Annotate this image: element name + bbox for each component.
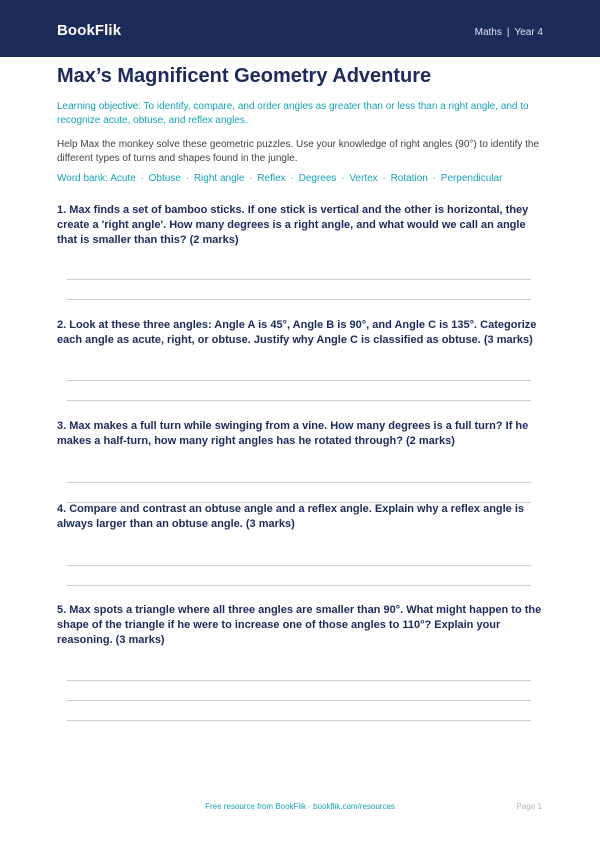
answer-line[interactable]: [67, 482, 531, 483]
word-bank-separator: ·: [341, 173, 345, 184]
word-bank-label: Word bank:: [57, 173, 108, 184]
answer-line[interactable]: [67, 585, 531, 586]
answer-line[interactable]: [67, 720, 531, 721]
answer-line[interactable]: [67, 700, 531, 701]
page-number: Page 1: [516, 802, 542, 811]
answer-line[interactable]: [67, 299, 531, 300]
word-bank-item: Right angle: [193, 173, 245, 184]
answer-line[interactable]: [67, 400, 531, 401]
intro-text: Help Max the monkey solve these geometric puzzles. Use your knowledge of right angles (90°) to identify the different types of turns and shapes found in the jungle.: [57, 139, 540, 164]
word-bank-item: Obtuse: [148, 173, 181, 184]
answer-line[interactable]: [67, 565, 531, 566]
word-bank-separator: ·: [290, 173, 294, 184]
footer-credit: Free resource from BookFlik · bookflik.com/resources: [205, 802, 395, 811]
question-1: 1. Max finds a set of bamboo sticks. If one stick is vertical and the other is horizontal, they create a 'right angle'. How many degrees is a right angle, and what would we call an angle that is smaller than this? (2 marks): [57, 204, 529, 246]
answer-line[interactable]: [67, 680, 531, 681]
word-bank-separator: ·: [382, 173, 386, 184]
brand-logo: BookFlik: [57, 22, 122, 39]
word-bank-separator: ·: [185, 173, 190, 184]
word-bank-separator: ·: [432, 173, 436, 184]
word-bank-item: Acute: [110, 173, 136, 184]
word-bank-separator: ·: [140, 173, 144, 184]
word-bank-item: Rotation: [390, 173, 428, 184]
question-3: 3. Max makes a full turn while swinging from a vine. How many degrees is a full turn? If he makes a half-turn, how many right angles has he rotated through? (2 marks): [57, 420, 529, 447]
subject-year-label: [475, 27, 543, 39]
word-bank: [57, 172, 547, 185]
year-label: Year 4: [514, 27, 543, 38]
page-header: [0, 0, 600, 57]
subject-label: Maths: [474, 27, 502, 38]
answer-line[interactable]: [67, 279, 531, 280]
word-bank-item: Reflex: [257, 173, 286, 184]
learning-objective: Learning objective: To identify, compare, and order angles as greater than or less than a right angle, and to recognize acute, obtuse, and reflex angles.: [57, 101, 529, 126]
answer-line[interactable]: [67, 380, 531, 381]
question-5: 5. Max spots a triangle where all three angles are smaller than 90°. What might happen to the shape of the triangle if he were to increase one of those angles to 110°? Explain your reasoning. (3 marks): [57, 604, 542, 646]
worksheet-title: Max’s Magnificent Geometry Adventure: [57, 65, 432, 87]
word-bank-separator: ·: [249, 173, 253, 184]
word-bank-words: [110, 173, 502, 184]
word-bank-item: Perpendicular: [440, 173, 503, 184]
header-separator: |: [506, 27, 510, 38]
question-2: 2. Look at these three angles: Angle A is 45°, Angle B is 90°, and Angle C is 135°. Categorize each angle as acute, right, or obtuse. Justify why Angle C is classified as obtuse. (3 marks): [57, 319, 537, 346]
question-4: 4. Compare and contrast an obtuse angle and a reflex angle. Explain why a reflex angle is always larger than an obtuse angle. (3 marks): [57, 503, 525, 530]
word-bank-item: Degrees: [298, 173, 337, 184]
word-bank-item: Vertex: [349, 173, 378, 184]
